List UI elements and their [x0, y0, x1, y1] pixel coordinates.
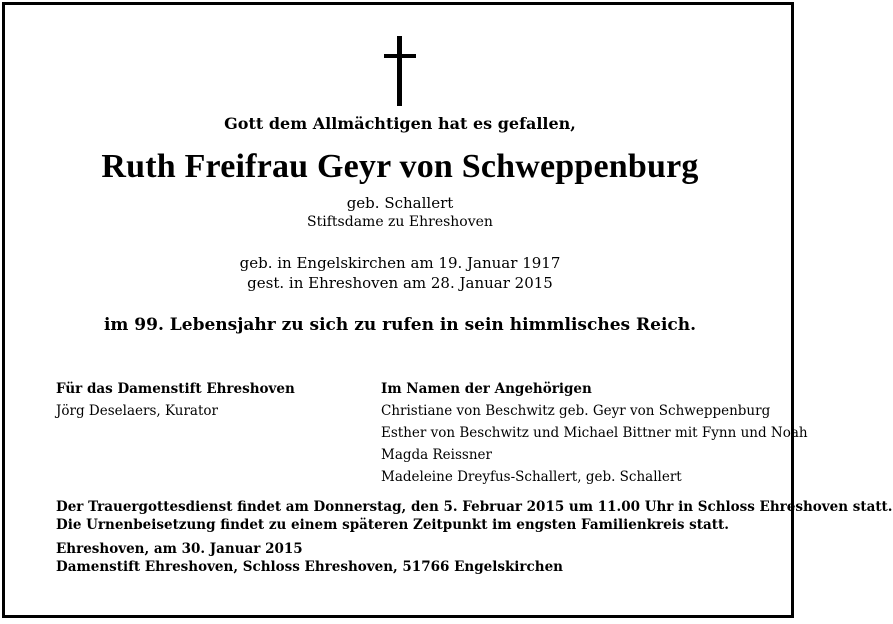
cross-icon [384, 36, 416, 106]
left-signatories [56, 378, 295, 422]
role-title: Stiftsdame zu Ehreshoven [307, 214, 493, 230]
service-line: Der Trauergottesdienst findet am Donnerstag, den 5. Februar 2015 um 11.00 Uhr in Schloss Ehreshoven statt. [56, 499, 893, 515]
deceased-name: Ruth Freifrau Geyr von Schweppenburg [101, 148, 699, 185]
right-heading: Im Namen der Angehörigen [381, 381, 592, 397]
closing-line: im 99. Lebensjahr zu sich zu rufen in sein himmlisches Reich. [103, 315, 697, 335]
address-line: Damenstift Ehreshoven, Schloss Ehreshoven, 51766 Engelskirchen [56, 559, 563, 575]
birth-date: geb. in Engelskirchen am 19. Januar 1917 [239, 254, 561, 272]
intro-text: Gott dem Allmächtigen hat es gefallen, [224, 114, 576, 133]
right-signatories [381, 378, 808, 488]
place-date: Ehreshoven, am 30. Januar 2015 [56, 541, 303, 557]
right-line: Madeleine Dreyfus-Schallert, geb. Schallert [381, 469, 682, 485]
left-heading: Für das Damenstift Ehreshoven [56, 381, 295, 397]
birth-name: geb. Schallert [346, 194, 454, 212]
death-date: gest. in Ehreshoven am 28. Januar 2015 [247, 274, 553, 292]
urn-line: Die Urnenbeisetzung findet zu einem späteren Zeitpunkt im engsten Familienkreis statt. [56, 517, 729, 533]
left-line: Jörg Deselaers, Kurator [56, 403, 218, 419]
right-line: Christiane von Beschwitz geb. Geyr von Schweppenburg [381, 403, 771, 419]
right-line: Esther von Beschwitz und Michael Bittner mit Fynn und Noah [381, 425, 808, 441]
right-line: Magda Reissner [381, 447, 492, 463]
service-info [56, 498, 893, 576]
